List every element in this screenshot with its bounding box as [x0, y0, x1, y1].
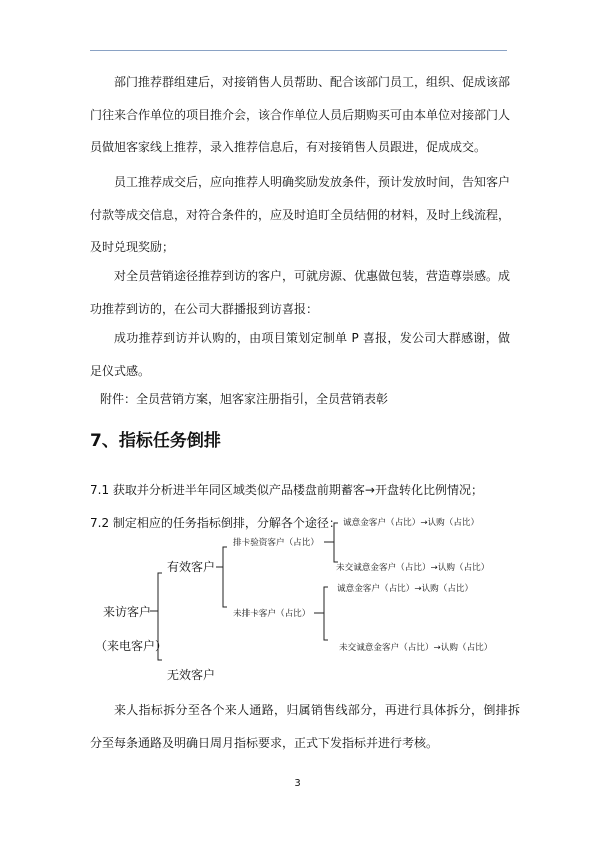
leaf-no-deposit-queued: 未交诚意金客户（占比）→认购（占比）	[336, 563, 490, 573]
node-not-queued-customer: 未排卡客户（占比）	[233, 609, 311, 619]
node-invalid-customer: 无效客户	[167, 668, 216, 682]
item-7-2: 7.2 制定相应的任务指标倒排，分解各个途径：	[90, 516, 341, 530]
leaf-no-deposit-not-queued: 未交诚意金客户（占比）→认购（占比）	[339, 643, 493, 653]
item-7-1: 7.1 获取并分析进半年同区域类似产品楼盘前期蓄客→开盘转化比例情况；	[90, 483, 483, 497]
leaf-deposit-not-queued: 诚意金客户（占比）→认购（占比）	[337, 584, 474, 594]
paragraph-department-referral: 部门推荐群组建后，对接销售人员帮助、配合该部门员工，组织、促成该部门往来合作单位的项目推介会，该合作单位人员后期购买可由本单位对接部门人员做旭客家线上推荐，录入推荐信息后，有对接销售人员跟进，促成成交。	[90, 75, 511, 154]
attachment-line: 附件：全员营销方案，旭客家注册指引，全员营销表彰	[100, 392, 389, 406]
paragraph-purchase-referral: 成功推荐到访并认购的，由项目策划定制单 P 喜报，发公司大群感谢，做足仪式感。	[90, 331, 510, 378]
page-number: 3	[294, 778, 301, 789]
section-heading: 7、指标任务倒排	[90, 431, 221, 451]
paragraph-employee-referral: 员工推荐成交后，应向推荐人明确奖励发放条件，预计发放时间，告知客户付款等成交信息，对符合条件的，应及时追盯全员结佣的材料，及时上线流程，及时兑现奖励；	[90, 175, 511, 254]
node-visiting-customer: 来访客户	[103, 605, 152, 619]
paragraph-closing: 来人指标拆分至各个来人通路，归属销售线部分，再进行具体拆分，倒排拆分至每条通路及明确日周月指标要求，正式下发指标并进行考核。	[90, 703, 520, 750]
not-queued-bracket	[324, 587, 328, 640]
paragraph-visit-referral: 对全员营销途径推荐到访的客户，可就房源、优惠做包装，营造尊崇感。成功推荐到访的，在公司大群播报到访喜报：	[90, 269, 511, 316]
node-phone-customer: （来电客户）	[95, 639, 168, 653]
leaf-deposit-queued: 诚意金客户（占比）→认购（占比）	[343, 518, 480, 528]
valid-bracket	[223, 547, 227, 607]
node-queued-customer: 排卡验资客户（占比）	[233, 538, 319, 548]
queued-bracket	[334, 523, 338, 562]
node-valid-customer: 有效客户	[167, 560, 216, 574]
